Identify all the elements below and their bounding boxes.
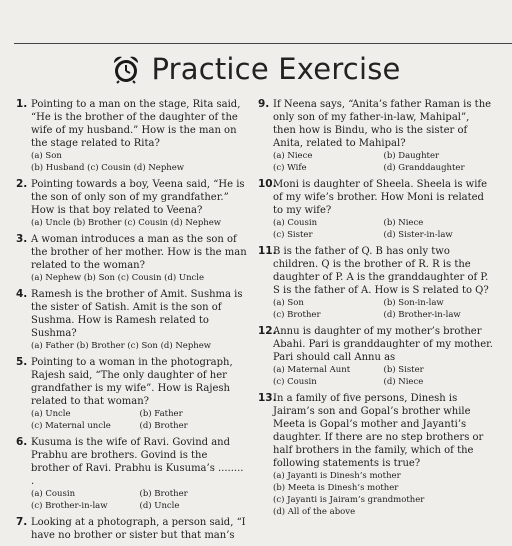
- answer-option: (d) All of the above: [273, 507, 356, 517]
- answer-option: (b) Meeta is Dinesh’s mother: [273, 483, 399, 493]
- question-number: 12.: [258, 325, 277, 337]
- answer-option: (d) Brother: [139, 421, 188, 431]
- answer-option: (d) Brother-in-law: [383, 310, 461, 320]
- question-row: [16, 436, 248, 488]
- question-number: 11.: [258, 245, 277, 257]
- question-number: 3.: [16, 233, 28, 245]
- question-text: Pointing towards a boy, Veena said, “He is the son of only son of my grandfather.” How is that boy related to Veena?: [31, 179, 245, 216]
- question-text: Looking at a photograph, a person said, “I have no brother or sister but that man’s: [31, 517, 246, 541]
- question-row: [16, 98, 248, 150]
- question-text: B is the father of Q. B has only two children. Q is the brother of R. R is the daughter of P. A is the granddaughter of P. S is the father of A. How is S related to Q?: [273, 246, 489, 296]
- question-row: [16, 233, 248, 272]
- question-number: 9.: [258, 98, 270, 110]
- question-item: [16, 288, 248, 352]
- answer-options: [273, 297, 494, 321]
- answer-option: (a) Father (b) Brother (c) Son (d) Nephew: [31, 341, 212, 351]
- question-number: 6.: [16, 436, 28, 448]
- question-item: [16, 98, 248, 174]
- question-text: Pointing to a woman in the photograph, Rajesh said, “The only daughter of her grandfather is my wife”. How is Rajesh related to that woman?: [31, 357, 233, 407]
- answer-option: (c) Maternal uncle: [31, 421, 111, 431]
- answer-option: (a) Niece: [273, 151, 313, 161]
- answer-options: [31, 340, 248, 352]
- answer-option: (b) Brother: [139, 489, 188, 499]
- page-header: [0, 52, 512, 86]
- question-number: 10.: [258, 178, 277, 190]
- answer-options: [31, 217, 248, 229]
- answer-option: (a) Maternal Aunt: [273, 365, 351, 375]
- question-row: [16, 288, 248, 340]
- question-text: Ramesh is the brother of Amit. Sushma is the sister of Satish. Amit is the son of Sushma. How is Ramesh related to Sushma?: [31, 289, 243, 339]
- answer-options: [273, 217, 494, 241]
- answer-options: [273, 470, 494, 518]
- question-item: [258, 178, 494, 241]
- question-text: If Neena says, “Anita’s father Raman is the only son of my father-in-law, Mahipal”, then how is Bindu, who is the sister of Anita, related to Mahipal?: [273, 99, 492, 149]
- answer-option: (d) Granddaughter: [383, 163, 465, 173]
- answer-option: (b) Sister: [383, 365, 424, 375]
- answer-option: (c) Jayanti is Jairam’s grandmother: [273, 495, 425, 505]
- question-number: 2.: [16, 178, 28, 190]
- question-number: 7.: [16, 516, 28, 528]
- answer-options: [273, 364, 494, 388]
- question-item: [258, 325, 494, 388]
- question-row: [258, 245, 494, 297]
- answer-option: (c) Wife: [273, 163, 307, 173]
- question-row: [16, 356, 248, 408]
- answer-option: (c) Cousin: [273, 377, 317, 387]
- question-number: 4.: [16, 288, 28, 300]
- answer-option: (a) Son: [31, 151, 62, 161]
- answer-option: (d) Sister-in-law: [383, 230, 453, 240]
- question-text: Annu is daughter of my mother’s brother Abahi. Pari is granddaughter of my mother. Pari should call Annu as: [273, 326, 493, 363]
- answer-option: (b) Daughter: [383, 151, 440, 161]
- question-item: [16, 516, 248, 542]
- answer-options: [273, 150, 494, 174]
- question-text: Pointing to a man on the stage, Rita said, “He is the brother of the daughter of the wife of my husband.” How is the man on the stage related to Rita?: [31, 99, 241, 149]
- answer-option: (c) Brother-in-law: [31, 501, 108, 511]
- alarm-clock-icon: [111, 54, 141, 84]
- answer-option: (b) Husband (c) Cousin (d) Nephew: [31, 163, 185, 173]
- answer-options: [31, 488, 248, 512]
- question-item: [16, 356, 248, 432]
- question-item: [16, 233, 248, 284]
- answer-option: (b) Father: [139, 409, 183, 419]
- question-row: [258, 178, 494, 217]
- answer-option: (b) Son-in-law: [383, 298, 444, 308]
- answer-option: (a) Cousin: [31, 489, 76, 499]
- question-row: [16, 516, 248, 542]
- question-item: [258, 98, 494, 174]
- answer-option: (d) Niece: [383, 377, 424, 387]
- question-row: [258, 98, 494, 150]
- question-item: [16, 436, 248, 512]
- question-text: Moni is daughter of Sheela. Sheela is wife of my wife’s brother. How Moni is related to my wife?: [273, 179, 488, 216]
- right-column: [258, 98, 494, 522]
- answer-option: (c) Brother: [273, 310, 321, 320]
- answer-option: (b) Niece: [383, 218, 424, 228]
- question-text: In a family of five persons, Dinesh is Jairam’s son and Gopal’s brother while Meeta is Gopal’s mother and Jayanti’s daughter. If there are no step brothers or half brothers in the family, which of the following statements is true?: [273, 393, 484, 469]
- question-number: 1.: [16, 98, 28, 110]
- answer-options: [31, 408, 248, 432]
- question-row: [16, 178, 248, 217]
- question-row: [258, 392, 494, 470]
- question-item: [258, 245, 494, 321]
- answer-option: (c) Sister: [273, 230, 313, 240]
- answer-options: [31, 150, 248, 174]
- question-item: [258, 392, 494, 518]
- top-rule: [14, 43, 512, 44]
- answer-options: [31, 272, 248, 284]
- question-text: Kusuma is the wife of Ravi. Govind and Prabhu are brothers. Govind is the brother of Ravi. Prabhu is Kusuma’s ........ .: [31, 437, 244, 487]
- answer-option: (a) Jayanti is Dinesh’s mother: [273, 471, 401, 481]
- answer-option: (a) Uncle (b) Brother (c) Cousin (d) Nephew: [31, 218, 222, 228]
- question-text: A woman introduces a man as the son of the brother of her mother. How is the man related to the woman?: [31, 234, 247, 271]
- answer-option: (a) Cousin: [273, 218, 318, 228]
- question-number: 13.: [258, 392, 277, 404]
- answer-option: (a) Son: [273, 298, 304, 308]
- answer-option: (a) Uncle: [31, 409, 71, 419]
- left-column: [16, 98, 248, 546]
- answer-option: (a) Nephew (b) Son (c) Cousin (d) Uncle: [31, 273, 205, 283]
- question-number: 5.: [16, 356, 28, 368]
- question-row: [258, 325, 494, 364]
- answer-option: (d) Uncle: [139, 501, 180, 511]
- page-title: Practice Exercise: [151, 52, 401, 86]
- question-item: [16, 178, 248, 229]
